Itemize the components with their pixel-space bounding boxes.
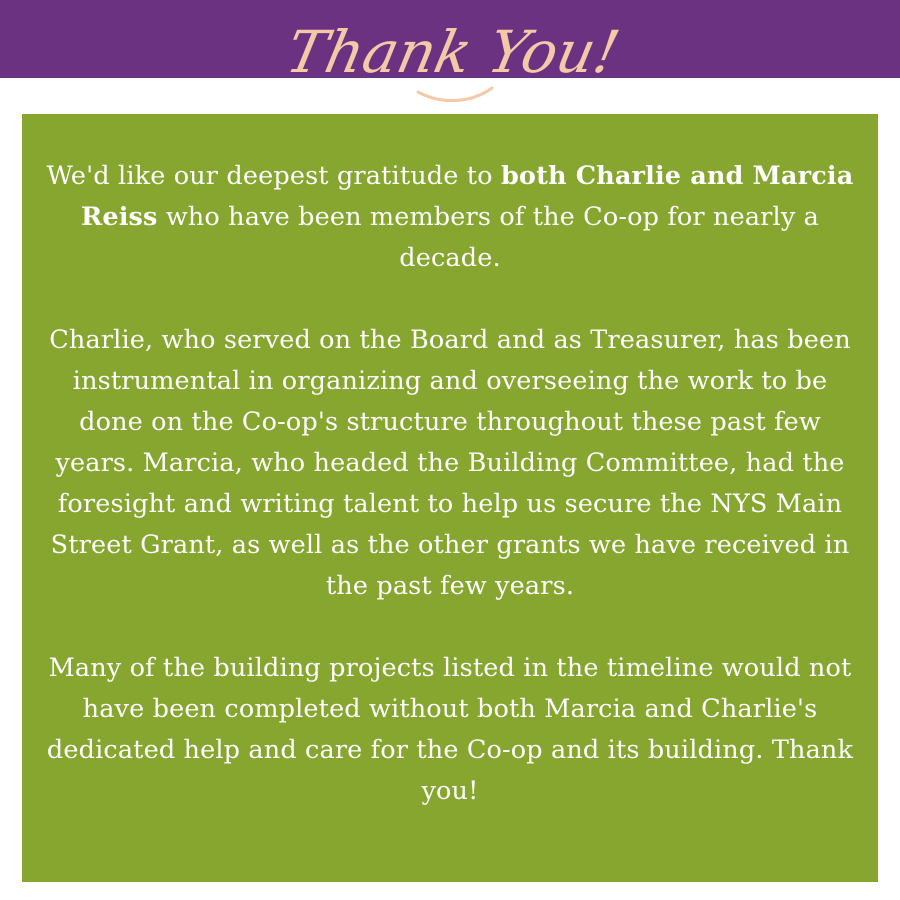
paragraph1-lead: We'd like our deepest gratitude to	[46, 161, 501, 191]
honoree-names: both Charlie and Marcia Reiss	[81, 161, 854, 232]
paragraph-gratitude	[46, 156, 854, 279]
paragraph-closing: Many of the building projects listed in the timeline would not have been completed without both Marcia and Charlie's dedicated help and care for the Co-op and its building. Thank you!	[46, 653, 854, 806]
paragraph1-tail: who have been members of the Co-op for nearly a decade.	[157, 202, 819, 273]
paragraph-contributions: Charlie, who served on the Board and as Treasurer, has been instrumental in organizing and overseeing the work to be done on the Co-op's structure throughout these past few years. Marcia, who headed the Building Committee, had the foresight and writing talent to help us secure the NYS Main Street Grant, as well as the other grants we have received in the past few years.	[49, 325, 851, 601]
script-flourish	[418, 88, 492, 101]
thank-you-text: Thank You!	[280, 18, 626, 86]
thank-you-script-text	[280, 0, 626, 110]
thank-you-title	[0, 0, 900, 110]
message-card	[22, 114, 878, 882]
